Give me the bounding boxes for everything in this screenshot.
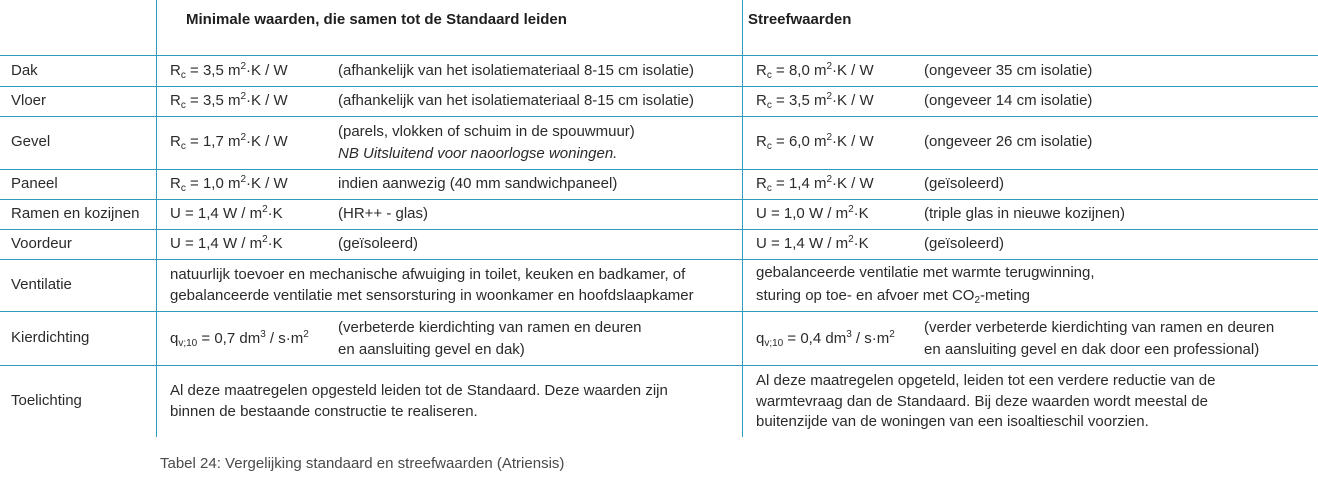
target-text-line: warmtevraag dan de Standaard. Bij deze waarden wordt meestal de — [756, 393, 1208, 410]
min-note-italic: NB Uitsluitend voor naoorlogse woningen. — [338, 145, 618, 162]
row-label-paneel: Paneel — [11, 175, 58, 192]
min-text-line: natuurlijk toevoer en mechanische afwuiging in toilet, keuken en badkamer, of — [170, 266, 686, 283]
row-label-toelichting: Toelichting — [11, 392, 82, 409]
target-note: (ongeveer 35 cm isolatie) — [924, 62, 1093, 79]
row-divider — [0, 169, 1318, 170]
min-note: (geïsoleerd) — [338, 235, 419, 252]
target-note: (ongeveer 14 cm isolatie) — [924, 92, 1093, 109]
min-text-line: Al deze maatregelen opgesteld leiden tot de Standaard. Deze waarden zijn — [170, 382, 668, 399]
row-label-dak: Dak — [11, 62, 38, 79]
target-value: $R_c = 3,5$ $m^2\cdot K / W$ — [756, 91, 874, 111]
min-note: en aansluiting gevel en dak) — [338, 341, 525, 358]
target-value: $q_{v;10} = 0,4$ $dm^3 / s\cdot m^2$ — [756, 329, 895, 349]
row-label-vloer: Vloer — [11, 92, 47, 109]
header-minimal: Minimale waarden, die samen tot de Standaard leiden — [186, 11, 567, 28]
min-note: (afhankelijk van het isolatiemateriaal 8-15 cm isolatie) — [338, 92, 695, 109]
min-value: $q_{v;10} = 0,7$ $dm^3 / s\cdot m^2$ — [170, 329, 309, 349]
row-divider — [0, 311, 1318, 312]
row-label-ventilatie: Ventilatie — [11, 276, 72, 293]
target-value: $R_c = 1,4$ $m^2\cdot K / W$ — [756, 174, 874, 194]
row-label-kierdichting: Kierdichting — [11, 329, 90, 346]
min-value: U = 1,4 $W / m^2\cdot K$ — [170, 204, 283, 222]
min-value: $R_c = 1,7$ $m^2\cdot K / W$ — [170, 132, 288, 152]
min-value: $R_c = 3,5$ $m^2\cdot K / W$ — [170, 91, 288, 111]
min-note: (afhankelijk van het isolatiemateriaal 8-15 cm isolatie) — [338, 62, 695, 79]
row-divider — [0, 259, 1318, 260]
target-text-line: sturing op toe- en afvoer met $CO_2$-meting — [756, 287, 1031, 306]
target-note: (geïsoleerd) — [924, 175, 1005, 192]
min-text-line: gebalanceerde ventilatie met sensorsturing in woonkamer en hoofdslaapkamer — [170, 287, 694, 304]
column-divider-2 — [742, 0, 743, 437]
column-divider-1 — [156, 0, 157, 437]
row-divider — [0, 199, 1318, 200]
target-value: U = 1,4 $W / m^2\cdot K$ — [756, 234, 869, 252]
header-target: Streefwaarden — [748, 11, 852, 28]
target-value: U = 1,0 $W / m^2\cdot K$ — [756, 204, 869, 222]
row-divider — [0, 55, 1318, 56]
target-value: $R_c = 6,0$ $m^2\cdot K / W$ — [756, 132, 874, 152]
target-text-line: Al deze maatregelen opgeteld, leiden tot een verdere reductie van de — [756, 372, 1216, 389]
row-label-gevel: Gevel — [11, 133, 51, 150]
min-note: (HR++ - glas) — [338, 205, 429, 222]
target-note: (triple glas in nieuwe kozijnen) — [924, 205, 1125, 222]
row-label-ramen: Ramen en kozijnen — [11, 205, 140, 222]
target-note: (ongeveer 26 cm isolatie) — [924, 133, 1093, 150]
min-note: (verbeterde kierdichting van ramen en deuren — [338, 319, 642, 336]
min-note: (parels, vlokken of schuim in de spouwmuur) — [338, 123, 635, 140]
min-note: indien aanwezig (40 mm sandwichpaneel) — [338, 175, 618, 192]
row-divider — [0, 365, 1318, 366]
row-divider — [0, 86, 1318, 87]
target-text-line: buitenzijde van de woningen van een isoaltieschil voorzien. — [756, 413, 1149, 430]
min-value: U = 1,4 $W / m^2\cdot K$ — [170, 234, 283, 252]
target-note: (verder verbeterde kierdichting van ramen en deuren — [924, 319, 1275, 336]
min-value: $R_c = 3,5$ $m^2\cdot K / W$ — [170, 61, 288, 81]
min-value: $R_c = 1,0$ $m^2\cdot K / W$ — [170, 174, 288, 194]
row-divider — [0, 229, 1318, 230]
row-divider — [0, 116, 1318, 117]
target-text-line: gebalanceerde ventilatie met warmte terugwinning, — [756, 264, 1095, 281]
target-value: $R_c = 8,0$ $m^2\cdot K / W$ — [756, 61, 874, 81]
table-caption: Tabel 24: Vergelijking standaard en streefwaarden (Atriensis) — [160, 455, 565, 472]
target-note: (geïsoleerd) — [924, 235, 1005, 252]
target-note: en aansluiting gevel en dak door een professional) — [924, 341, 1260, 358]
row-label-voordeur: Voordeur — [11, 235, 72, 252]
min-text-line: binnen de bestaande constructie te realiseren. — [170, 403, 478, 420]
